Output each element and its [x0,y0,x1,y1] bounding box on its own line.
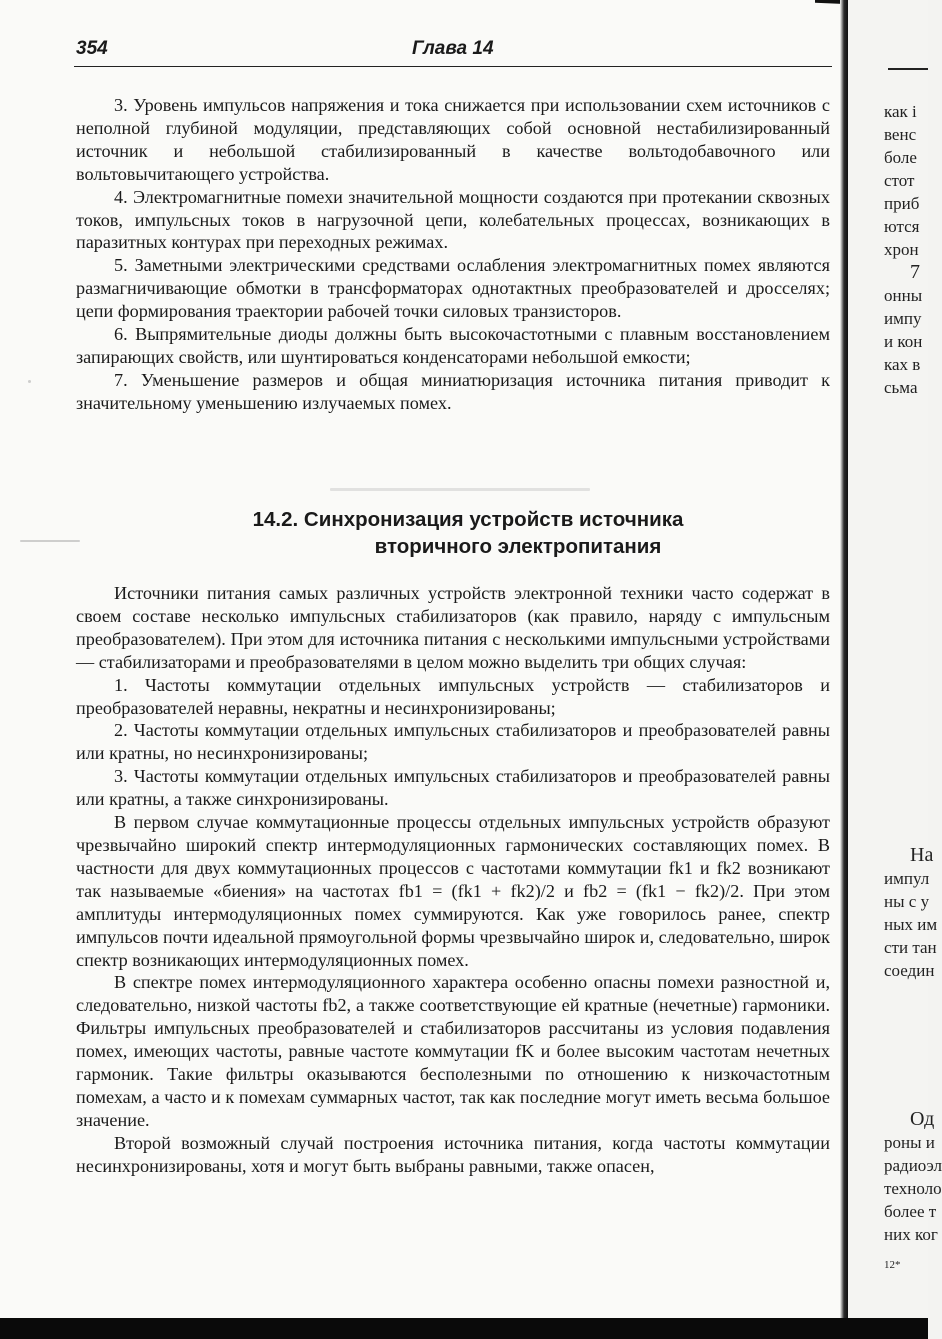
paragraph: 3. Уровень импульсов напряжения и тока снижается при использовании схем источников с неполной глубиной модуляции, представляющих собой основной нестабилизированный источник и небольшой стабилизированный в качестве вольтодобавочного или вольтовычитающего устройства. [76,95,830,184]
header-rule [74,66,832,67]
line-fragment: боле [884,148,917,167]
line-fragment: ны с у [884,892,930,911]
line-fragment: ных им [884,915,938,934]
right-text-group-3 [884,1108,942,1277]
page-number: 354 [76,38,108,59]
line-fragment: ются [884,217,920,236]
line-fragment: приб [884,194,920,213]
line-fragment: венс [884,125,917,144]
line-fragment: хрон [884,240,919,259]
line-fragment: как і [884,102,917,121]
top-paragraphs [76,94,830,415]
line-fragment: Од [910,1108,935,1130]
paragraph: 4. Электромагнитные помехи значительной мощности создаются при протекании сквозных токов, импульсных токов в нагрузочной цепи, колебательных процессах, возникающих в паразитных контурах при переходных режимах. [76,186,830,253]
paragraph: В спектре помех интермодуляционного характера особенно опасны помехи разностной и, следовательно, низкой частоты fb2, а также соответствующие ей кратные (нечетные) гармоники. Фильтры импульсных преобразователей и стабилизаторов рассчитаны из условия подавления помех, имеющих частоты, равные частоте коммутации fK и более высоким частотам нечетных гармоник. Такие фильтры оказываются бесполезными по отношению к низкочастотным помехам, а часто и к помехам суммарных частот, так как последние могут иметь весьма большое значение. [76,972,830,1130]
line-fragment: 7 [910,261,920,283]
line-fragment: и кон [884,332,923,351]
line-fragment: роны и [884,1133,935,1152]
right-header-rule [888,68,928,70]
line-fragment: стот [884,171,915,190]
right-text-group-2 [884,844,937,982]
signature-mark: 12* [884,1259,901,1271]
line-fragment: сти тан [884,938,937,957]
section-heading [76,506,830,560]
section-title-line2: вторичного электропитания [374,535,662,558]
right-text-group-1 [884,100,922,399]
scan-smudge [330,488,590,491]
line-fragment: радиоэл [884,1156,942,1175]
line-fragment: онны [884,286,923,305]
line-fragment: техноло [884,1179,942,1198]
paragraph: 7. Уменьшение размеров и общая миниатюризация источника питания приводит к значительному уменьшению излучаемых помех. [76,369,830,413]
section-title-line1: 14.2. Синхронизация устройств источника [252,508,684,531]
line-fragment: соедин [884,961,935,980]
paragraph: 3. Частоты коммутации отдельных импульсных стабилизаторов и преобразователей равны или кратны, а также синхронизированы. [76,766,830,810]
chapter-title: Глава 14 [412,38,494,59]
paragraph: 5. Заметными электрическими средствами ослабления электромагнитных помех являются размагничивающие обмотки в трансформаторах однотактных преобразователей и дросселях; цепи формирования траектории рабочей точки силовых транзисторов. [76,255,830,322]
paragraph: В первом случае коммутационные процессы отдельных импульсных устройств образуют чрезвычайно широкий спектр интермодуляционных гармонических составляющих помех. В частности для двух коммутационных процессов с частотами коммутации fk1 и fk2 возникают так называемые «биения» на частотах fb1 = (fk1 + fk2)/2 и fb2 = (fk1 − fk2)/2. При этом амплитуды интермодуляционных помех суммируются. Как уже говорилось ранее, спектр импульсов почти идеальной прямоугольной формы чрезвычайно широк и, следовательно, широк спектр возникающих интермодуляционных помех. [76,812,830,970]
line-fragment: более т [884,1202,937,1221]
paragraph: Источники питания самых различных устройств электронной техники часто содержат в своем составе несколько импульсных стабилизаторов (как правило, наряду с импульсным преобразователем). При этом для источника питания с несколькими импульсными устройствами — стабилизаторами и преобразователями в целом можно выделить три общих случая: [76,583,830,672]
line-fragment: импул [884,869,930,888]
right-page-fragment [848,0,942,1318]
paragraph: 1. Частоты коммутации отдельных импульсных устройств — стабилизаторов и преобразователей неравны, некратны и несинхронизированы; [76,674,830,718]
line-fragment: ках в [884,355,921,374]
line-fragment: импу [884,309,922,328]
paragraph: 6. Выпрямительные диоды должны быть высокочастотными с плавным восстановлением запирающих свойств, или шунтироваться конденсаторами небольшой емкости; [76,324,830,367]
line-fragment: них ког [884,1225,938,1244]
main-paragraphs [76,582,830,1178]
book-spine [840,0,848,1339]
paragraph: 2. Частоты коммутации отдельных импульсных стабилизаторов и преобразователей равны или кратны, но несинхронизированы; [76,720,830,764]
scan-bottom-edge [0,1318,928,1339]
scan-smudge [20,540,80,542]
paragraph: Второй возможный случай построения источника питания, когда частоты коммутации несинхронизированы, хотя и могут быть выбраны равными, также опасен, [76,1132,830,1176]
line-fragment: На [910,844,934,866]
line-fragment: сьма [884,378,918,397]
scan-speck [28,380,31,383]
